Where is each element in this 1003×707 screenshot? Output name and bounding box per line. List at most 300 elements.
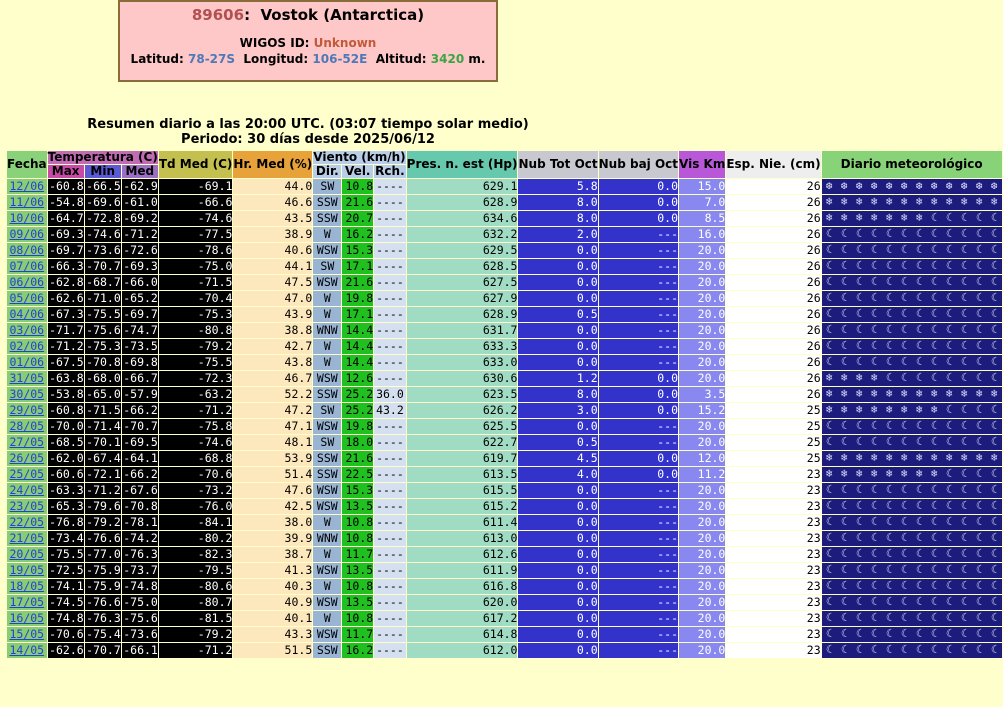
moon-icon[interactable]: ☾ <box>945 275 953 288</box>
snow-icon[interactable]: ❄ <box>990 195 998 208</box>
date-link[interactable]: 12/06 <box>9 179 45 193</box>
moon-icon[interactable]: ☾ <box>945 627 953 640</box>
moon-icon[interactable]: ☾ <box>855 275 863 288</box>
moon-icon[interactable]: ☾ <box>990 611 998 624</box>
moon-icon[interactable]: ☾ <box>990 307 998 320</box>
moon-icon[interactable]: ☾ <box>840 483 848 496</box>
moon-icon[interactable]: ☾ <box>855 563 863 576</box>
moon-icon[interactable]: ☾ <box>870 595 878 608</box>
moon-icon[interactable]: ☾ <box>975 419 983 432</box>
date-cell[interactable] <box>7 547 47 562</box>
moon-icon[interactable]: ☾ <box>825 563 833 576</box>
moon-icon[interactable]: ☾ <box>855 243 863 256</box>
date-link[interactable]: 26/05 <box>9 451 45 465</box>
moon-icon[interactable]: ☾ <box>945 563 953 576</box>
snow-icon[interactable]: ❄ <box>975 451 983 464</box>
frost-icon[interactable]: ❆ <box>915 179 923 192</box>
moon-icon[interactable]: ☾ <box>975 499 983 512</box>
snow-icon[interactable]: ❄ <box>960 387 968 400</box>
moon-icon[interactable]: ☾ <box>990 243 998 256</box>
moon-icon[interactable]: ☾ <box>885 323 893 336</box>
snow-icon[interactable]: ❄ <box>855 467 863 480</box>
date-cell[interactable] <box>7 339 47 354</box>
moon-icon[interactable]: ☾ <box>915 579 923 592</box>
snow-icon[interactable]: ❄ <box>825 195 833 208</box>
moon-icon[interactable]: ☾ <box>930 291 938 304</box>
moon-icon[interactable]: ☾ <box>915 435 923 448</box>
moon-icon[interactable]: ☾ <box>975 323 983 336</box>
moon-icon[interactable]: ☾ <box>855 419 863 432</box>
moon-icon[interactable]: ☾ <box>945 355 953 368</box>
moon-icon[interactable]: ☾ <box>960 227 968 240</box>
moon-icon[interactable]: ☾ <box>885 227 893 240</box>
moon-icon[interactable]: ☾ <box>840 643 848 656</box>
moon-icon[interactable]: ☾ <box>990 323 998 336</box>
moon-icon[interactable]: ☾ <box>825 627 833 640</box>
moon-icon[interactable]: ☾ <box>900 259 908 272</box>
moon-icon[interactable]: ☾ <box>945 515 953 528</box>
moon-icon[interactable]: ☾ <box>840 307 848 320</box>
moon-icon[interactable]: ☾ <box>990 419 998 432</box>
moon-icon[interactable]: ☾ <box>855 579 863 592</box>
moon-icon[interactable]: ☾ <box>855 595 863 608</box>
moon-icon[interactable]: ☾ <box>930 643 938 656</box>
moon-icon[interactable]: ☾ <box>960 547 968 560</box>
moon-icon[interactable]: ☾ <box>885 547 893 560</box>
moon-icon[interactable]: ☾ <box>915 307 923 320</box>
moon-icon[interactable]: ☾ <box>945 307 953 320</box>
moon-icon[interactable]: ☾ <box>945 595 953 608</box>
moon-icon[interactable]: ☾ <box>915 243 923 256</box>
moon-icon[interactable]: ☾ <box>915 611 923 624</box>
moon-icon[interactable]: ☾ <box>825 531 833 544</box>
moon-icon[interactable]: ☾ <box>990 275 998 288</box>
date-cell[interactable] <box>7 387 47 402</box>
frost-icon[interactable]: ❆ <box>825 179 833 192</box>
date-link[interactable]: 10/06 <box>9 211 45 225</box>
moon-icon[interactable]: ☾ <box>900 307 908 320</box>
date-cell[interactable] <box>7 515 47 530</box>
moon-icon[interactable]: ☾ <box>990 595 998 608</box>
moon-icon[interactable]: ☾ <box>840 291 848 304</box>
moon-icon[interactable]: ☾ <box>960 419 968 432</box>
moon-icon[interactable]: ☾ <box>900 243 908 256</box>
moon-icon[interactable]: ☾ <box>990 531 998 544</box>
snow-icon[interactable]: ❄ <box>840 195 848 208</box>
date-cell[interactable] <box>7 371 47 386</box>
moon-icon[interactable]: ☾ <box>840 227 848 240</box>
moon-icon[interactable]: ☾ <box>915 227 923 240</box>
moon-icon[interactable]: ☾ <box>825 515 833 528</box>
moon-icon[interactable]: ☾ <box>960 323 968 336</box>
moon-icon[interactable]: ☾ <box>885 595 893 608</box>
moon-icon[interactable]: ☾ <box>960 435 968 448</box>
moon-icon[interactable]: ☾ <box>855 435 863 448</box>
date-cell[interactable] <box>7 323 47 338</box>
date-link[interactable]: 11/06 <box>9 195 45 209</box>
moon-icon[interactable]: ☾ <box>930 259 938 272</box>
moon-icon[interactable]: ☾ <box>825 259 833 272</box>
date-link[interactable]: 02/06 <box>9 339 45 353</box>
moon-icon[interactable]: ☾ <box>855 531 863 544</box>
snow-icon[interactable]: ❄ <box>870 371 878 384</box>
moon-icon[interactable]: ☾ <box>915 483 923 496</box>
snow-icon[interactable]: ❄ <box>870 403 878 416</box>
moon-icon[interactable]: ☾ <box>990 627 998 640</box>
snow-icon[interactable]: ❄ <box>885 387 893 400</box>
snow-icon[interactable]: ❄ <box>855 211 863 224</box>
snow-icon[interactable]: ❄ <box>915 451 923 464</box>
moon-icon[interactable]: ☾ <box>855 339 863 352</box>
date-cell[interactable] <box>7 179 47 194</box>
moon-icon[interactable]: ☾ <box>915 323 923 336</box>
moon-icon[interactable]: ☾ <box>990 371 998 384</box>
snow-icon[interactable]: ❄ <box>975 387 983 400</box>
moon-icon[interactable]: ☾ <box>960 339 968 352</box>
moon-icon[interactable]: ☾ <box>900 291 908 304</box>
snow-icon[interactable]: ❄ <box>930 467 938 480</box>
snow-icon[interactable]: ❄ <box>825 403 833 416</box>
moon-icon[interactable]: ☾ <box>855 227 863 240</box>
moon-icon[interactable]: ☾ <box>825 483 833 496</box>
snow-icon[interactable]: ❄ <box>900 195 908 208</box>
moon-icon[interactable]: ☾ <box>870 515 878 528</box>
moon-icon[interactable]: ☾ <box>855 499 863 512</box>
moon-icon[interactable]: ☾ <box>900 435 908 448</box>
snow-icon[interactable]: ❄ <box>960 451 968 464</box>
moon-icon[interactable]: ☾ <box>885 435 893 448</box>
moon-icon[interactable]: ☾ <box>915 275 923 288</box>
moon-icon[interactable]: ☾ <box>975 339 983 352</box>
moon-icon[interactable]: ☾ <box>900 499 908 512</box>
moon-icon[interactable]: ☾ <box>870 643 878 656</box>
moon-icon[interactable]: ☾ <box>975 483 983 496</box>
snow-icon[interactable]: ❄ <box>930 451 938 464</box>
date-cell[interactable] <box>7 579 47 594</box>
snow-icon[interactable]: ❄ <box>825 467 833 480</box>
snow-icon[interactable]: ❄ <box>885 403 893 416</box>
moon-icon[interactable]: ☾ <box>930 595 938 608</box>
moon-icon[interactable]: ☾ <box>885 643 893 656</box>
moon-icon[interactable]: ☾ <box>945 579 953 592</box>
moon-icon[interactable]: ☾ <box>945 403 953 416</box>
moon-icon[interactable]: ☾ <box>990 435 998 448</box>
date-cell[interactable] <box>7 643 47 658</box>
moon-icon[interactable]: ☾ <box>840 243 848 256</box>
snow-icon[interactable]: ❄ <box>900 387 908 400</box>
date-cell[interactable] <box>7 195 47 210</box>
snow-icon[interactable]: ❄ <box>885 451 893 464</box>
moon-icon[interactable]: ☾ <box>945 499 953 512</box>
moon-icon[interactable]: ☾ <box>825 643 833 656</box>
moon-icon[interactable]: ☾ <box>930 627 938 640</box>
moon-icon[interactable]: ☾ <box>885 307 893 320</box>
moon-icon[interactable]: ☾ <box>870 419 878 432</box>
moon-icon[interactable]: ☾ <box>825 595 833 608</box>
moon-icon[interactable]: ☾ <box>930 227 938 240</box>
moon-icon[interactable]: ☾ <box>870 243 878 256</box>
moon-icon[interactable]: ☾ <box>885 259 893 272</box>
snow-icon[interactable]: ❄ <box>915 387 923 400</box>
moon-icon[interactable]: ☾ <box>885 563 893 576</box>
moon-icon[interactable]: ☾ <box>960 579 968 592</box>
moon-icon[interactable]: ☾ <box>945 339 953 352</box>
moon-icon[interactable]: ☾ <box>900 627 908 640</box>
moon-icon[interactable]: ☾ <box>885 371 893 384</box>
moon-icon[interactable]: ☾ <box>855 515 863 528</box>
moon-icon[interactable]: ☾ <box>975 579 983 592</box>
moon-icon[interactable]: ☾ <box>975 403 983 416</box>
snow-icon[interactable]: ❄ <box>870 467 878 480</box>
moon-icon[interactable]: ☾ <box>990 563 998 576</box>
date-cell[interactable] <box>7 275 47 290</box>
snow-icon[interactable]: ❄ <box>885 195 893 208</box>
moon-icon[interactable]: ☾ <box>825 499 833 512</box>
moon-icon[interactable]: ☾ <box>930 211 938 224</box>
moon-icon[interactable]: ☾ <box>960 595 968 608</box>
moon-icon[interactable]: ☾ <box>870 339 878 352</box>
moon-icon[interactable]: ☾ <box>945 227 953 240</box>
date-cell[interactable] <box>7 403 47 418</box>
moon-icon[interactable]: ☾ <box>900 595 908 608</box>
snow-icon[interactable]: ❄ <box>840 403 848 416</box>
date-cell[interactable] <box>7 355 47 370</box>
moon-icon[interactable]: ☾ <box>945 243 953 256</box>
date-link[interactable]: 29/05 <box>9 403 45 417</box>
moon-icon[interactable]: ☾ <box>825 323 833 336</box>
moon-icon[interactable]: ☾ <box>945 419 953 432</box>
snow-icon[interactable]: ❄ <box>855 451 863 464</box>
date-link[interactable]: 22/05 <box>9 515 45 529</box>
frost-icon[interactable]: ❆ <box>870 179 878 192</box>
moon-icon[interactable]: ☾ <box>870 563 878 576</box>
moon-icon[interactable]: ☾ <box>975 563 983 576</box>
moon-icon[interactable]: ☾ <box>885 483 893 496</box>
moon-icon[interactable]: ☾ <box>870 227 878 240</box>
moon-icon[interactable]: ☾ <box>840 563 848 576</box>
moon-icon[interactable]: ☾ <box>870 291 878 304</box>
frost-icon[interactable]: ❆ <box>990 179 998 192</box>
moon-icon[interactable]: ☾ <box>945 291 953 304</box>
moon-icon[interactable]: ☾ <box>990 515 998 528</box>
snow-icon[interactable]: ❄ <box>840 371 848 384</box>
date-link[interactable]: 14/05 <box>9 643 45 657</box>
moon-icon[interactable]: ☾ <box>855 323 863 336</box>
moon-icon[interactable]: ☾ <box>900 339 908 352</box>
moon-icon[interactable]: ☾ <box>825 291 833 304</box>
moon-icon[interactable]: ☾ <box>825 339 833 352</box>
snow-icon[interactable]: ❄ <box>855 371 863 384</box>
moon-icon[interactable]: ☾ <box>945 643 953 656</box>
moon-icon[interactable]: ☾ <box>915 355 923 368</box>
moon-icon[interactable]: ☾ <box>900 579 908 592</box>
moon-icon[interactable]: ☾ <box>960 499 968 512</box>
snow-icon[interactable]: ❄ <box>945 451 953 464</box>
snow-icon[interactable]: ❄ <box>870 387 878 400</box>
snow-icon[interactable]: ❄ <box>900 451 908 464</box>
moon-icon[interactable]: ☾ <box>960 211 968 224</box>
date-cell[interactable] <box>7 307 47 322</box>
frost-icon[interactable]: ❆ <box>945 179 953 192</box>
moon-icon[interactable]: ☾ <box>960 515 968 528</box>
moon-icon[interactable]: ☾ <box>885 355 893 368</box>
moon-icon[interactable]: ☾ <box>885 531 893 544</box>
moon-icon[interactable]: ☾ <box>855 627 863 640</box>
date-cell[interactable] <box>7 451 47 466</box>
moon-icon[interactable]: ☾ <box>975 275 983 288</box>
moon-icon[interactable]: ☾ <box>975 243 983 256</box>
moon-icon[interactable]: ☾ <box>855 355 863 368</box>
moon-icon[interactable]: ☾ <box>975 515 983 528</box>
moon-icon[interactable]: ☾ <box>990 291 998 304</box>
snow-icon[interactable]: ❄ <box>930 195 938 208</box>
moon-icon[interactable]: ☾ <box>870 611 878 624</box>
moon-icon[interactable]: ☾ <box>915 595 923 608</box>
date-cell[interactable] <box>7 531 47 546</box>
moon-icon[interactable]: ☾ <box>960 307 968 320</box>
date-cell[interactable] <box>7 227 47 242</box>
moon-icon[interactable]: ☾ <box>960 563 968 576</box>
moon-icon[interactable]: ☾ <box>975 371 983 384</box>
moon-icon[interactable]: ☾ <box>825 547 833 560</box>
moon-icon[interactable]: ☾ <box>975 227 983 240</box>
moon-icon[interactable]: ☾ <box>930 243 938 256</box>
date-cell[interactable] <box>7 291 47 306</box>
snow-icon[interactable]: ❄ <box>915 467 923 480</box>
moon-icon[interactable]: ☾ <box>855 643 863 656</box>
snow-icon[interactable]: ❄ <box>855 387 863 400</box>
moon-icon[interactable]: ☾ <box>930 275 938 288</box>
moon-icon[interactable]: ☾ <box>975 435 983 448</box>
moon-icon[interactable]: ☾ <box>840 531 848 544</box>
moon-icon[interactable]: ☾ <box>990 499 998 512</box>
moon-icon[interactable]: ☾ <box>840 579 848 592</box>
moon-icon[interactable]: ☾ <box>855 307 863 320</box>
moon-icon[interactable]: ☾ <box>915 371 923 384</box>
moon-icon[interactable]: ☾ <box>915 563 923 576</box>
moon-icon[interactable]: ☾ <box>945 371 953 384</box>
moon-icon[interactable]: ☾ <box>840 355 848 368</box>
moon-icon[interactable]: ☾ <box>915 419 923 432</box>
date-link[interactable]: 24/05 <box>9 483 45 497</box>
moon-icon[interactable]: ☾ <box>885 627 893 640</box>
date-cell[interactable] <box>7 499 47 514</box>
snow-icon[interactable]: ❄ <box>930 403 938 416</box>
moon-icon[interactable]: ☾ <box>885 499 893 512</box>
frost-icon[interactable]: ❆ <box>900 179 908 192</box>
moon-icon[interactable]: ☾ <box>915 291 923 304</box>
moon-icon[interactable]: ☾ <box>975 547 983 560</box>
moon-icon[interactable]: ☾ <box>930 355 938 368</box>
moon-icon[interactable]: ☾ <box>840 259 848 272</box>
moon-icon[interactable]: ☾ <box>825 307 833 320</box>
moon-icon[interactable]: ☾ <box>930 307 938 320</box>
snow-icon[interactable]: ❄ <box>945 387 953 400</box>
moon-icon[interactable]: ☾ <box>900 643 908 656</box>
moon-icon[interactable]: ☾ <box>825 579 833 592</box>
moon-icon[interactable]: ☾ <box>900 547 908 560</box>
date-link[interactable]: 08/06 <box>9 243 45 257</box>
date-link[interactable]: 04/06 <box>9 307 45 321</box>
moon-icon[interactable]: ☾ <box>930 435 938 448</box>
moon-icon[interactable]: ☾ <box>885 611 893 624</box>
moon-icon[interactable]: ☾ <box>960 275 968 288</box>
moon-icon[interactable]: ☾ <box>975 627 983 640</box>
snow-icon[interactable]: ❄ <box>915 403 923 416</box>
moon-icon[interactable]: ☾ <box>960 531 968 544</box>
moon-icon[interactable]: ☾ <box>930 563 938 576</box>
snow-icon[interactable]: ❄ <box>975 195 983 208</box>
date-cell[interactable] <box>7 611 47 626</box>
moon-icon[interactable]: ☾ <box>915 499 923 512</box>
snow-icon[interactable]: ❄ <box>930 387 938 400</box>
moon-icon[interactable]: ☾ <box>870 355 878 368</box>
moon-icon[interactable]: ☾ <box>840 435 848 448</box>
date-link[interactable]: 07/06 <box>9 259 45 273</box>
moon-icon[interactable]: ☾ <box>960 611 968 624</box>
moon-icon[interactable]: ☾ <box>885 579 893 592</box>
moon-icon[interactable]: ☾ <box>945 323 953 336</box>
date-link[interactable]: 25/05 <box>9 467 45 481</box>
moon-icon[interactable]: ☾ <box>915 515 923 528</box>
moon-icon[interactable]: ☾ <box>930 531 938 544</box>
date-link[interactable]: 19/05 <box>9 563 45 577</box>
frost-icon[interactable]: ❆ <box>885 179 893 192</box>
moon-icon[interactable]: ☾ <box>900 611 908 624</box>
date-link[interactable]: 30/05 <box>9 387 45 401</box>
moon-icon[interactable]: ☾ <box>930 547 938 560</box>
moon-icon[interactable]: ☾ <box>975 643 983 656</box>
snow-icon[interactable]: ❄ <box>855 195 863 208</box>
moon-icon[interactable]: ☾ <box>885 515 893 528</box>
moon-icon[interactable]: ☾ <box>990 403 998 416</box>
moon-icon[interactable]: ☾ <box>855 611 863 624</box>
moon-icon[interactable]: ☾ <box>840 499 848 512</box>
moon-icon[interactable]: ☾ <box>945 483 953 496</box>
moon-icon[interactable]: ☾ <box>885 419 893 432</box>
moon-icon[interactable]: ☾ <box>930 323 938 336</box>
snow-icon[interactable]: ❄ <box>840 387 848 400</box>
moon-icon[interactable]: ☾ <box>975 467 983 480</box>
snow-icon[interactable]: ❄ <box>990 451 998 464</box>
snow-icon[interactable]: ❄ <box>870 195 878 208</box>
frost-icon[interactable]: ❆ <box>840 179 848 192</box>
moon-icon[interactable]: ☾ <box>840 419 848 432</box>
moon-icon[interactable]: ☾ <box>840 627 848 640</box>
moon-icon[interactable]: ☾ <box>825 243 833 256</box>
moon-icon[interactable]: ☾ <box>825 355 833 368</box>
moon-icon[interactable]: ☾ <box>990 227 998 240</box>
moon-icon[interactable]: ☾ <box>960 291 968 304</box>
frost-icon[interactable]: ❆ <box>975 179 983 192</box>
date-link[interactable]: 20/05 <box>9 547 45 561</box>
moon-icon[interactable]: ☾ <box>870 435 878 448</box>
moon-icon[interactable]: ☾ <box>885 339 893 352</box>
moon-icon[interactable]: ☾ <box>975 307 983 320</box>
moon-icon[interactable]: ☾ <box>900 515 908 528</box>
date-link[interactable]: 01/06 <box>9 355 45 369</box>
snow-icon[interactable]: ❄ <box>990 387 998 400</box>
date-link[interactable]: 28/05 <box>9 419 45 433</box>
moon-icon[interactable]: ☾ <box>840 323 848 336</box>
moon-icon[interactable]: ☾ <box>900 275 908 288</box>
moon-icon[interactable]: ☾ <box>960 243 968 256</box>
moon-icon[interactable]: ☾ <box>990 211 998 224</box>
snow-icon[interactable]: ❄ <box>945 195 953 208</box>
moon-icon[interactable]: ☾ <box>990 579 998 592</box>
moon-icon[interactable]: ☾ <box>975 211 983 224</box>
moon-icon[interactable]: ☾ <box>870 307 878 320</box>
